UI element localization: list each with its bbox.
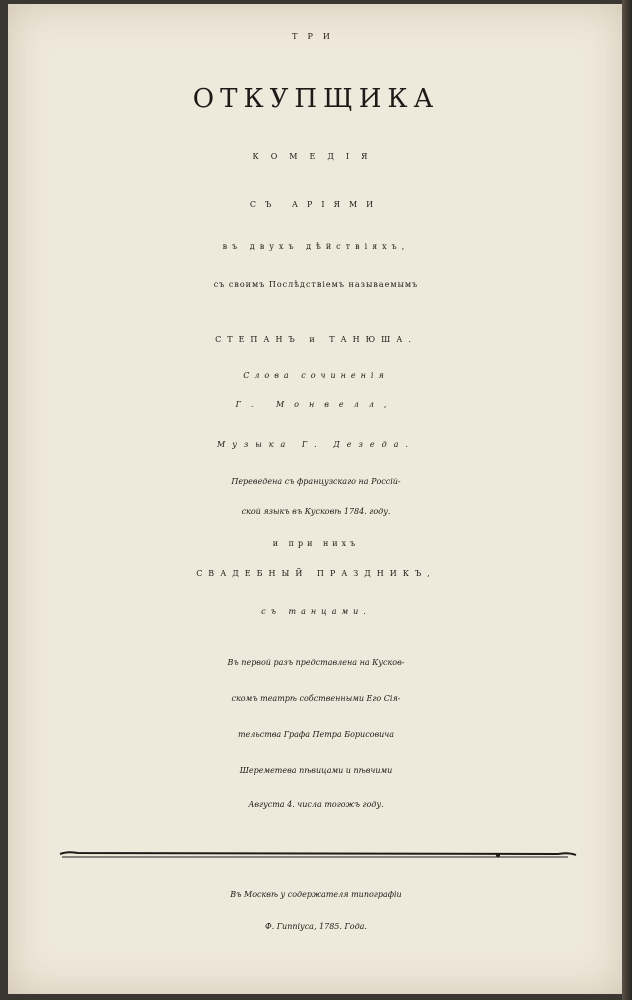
title-page (8, 4, 624, 994)
performance-line-3: тельства Графа Петра Борисовича (237, 730, 395, 739)
performance-line-5: Августа 4. числа тогожъ году. (248, 800, 384, 809)
words-by-line: Слова сочиненiя (243, 371, 389, 380)
performance-line-4: Шереметева пѣвицами и пѣвчими (239, 766, 393, 775)
genre-heading: КОМЕДIЯ (252, 152, 380, 161)
imprint-line-2: Ф. Гиппiуса, 1785. Года. (265, 922, 367, 931)
with-arias-line: СЪ АРIЯМИ (249, 200, 383, 209)
author-line: Г. Монвелл, (235, 400, 397, 409)
with-dances-line: съ танцами. (261, 607, 371, 616)
sequel-line: съ своимъ Послѣдствiемъ называемымъ (213, 280, 419, 289)
performance-line-1: Въ первой разъ представлена на Кусков- (227, 658, 405, 667)
translation-line-1: Переведена съ французскаго на Россiй- (231, 477, 401, 486)
ornamental-rule (58, 850, 578, 860)
translation-line-2: ской языкъ въ Кусковѣ 1784. году. (241, 507, 391, 516)
acts-line: въ двухъ дѣйствiяхъ, (222, 242, 410, 251)
wedding-line: СВАДЕБНЫЙ ПРАЗДНИКЪ, (196, 569, 436, 578)
imprint-line-1: Въ Москвѣ у содержателя типографiи (230, 890, 402, 899)
book-spine-edge (622, 0, 632, 1000)
music-by-line: Музыка Г. Дезеда. (217, 440, 415, 449)
title-line-2: ОТКУПЩИКА (192, 84, 440, 114)
sequel-names-line: СТЕПАНЪ и ТАНЮША. (215, 335, 417, 344)
title-line-1: ТРИ (292, 32, 340, 41)
and-with-them-line: и при нихъ (272, 539, 360, 548)
performance-line-2: скомъ театрѣ собственными Его Сiя- (231, 694, 401, 703)
